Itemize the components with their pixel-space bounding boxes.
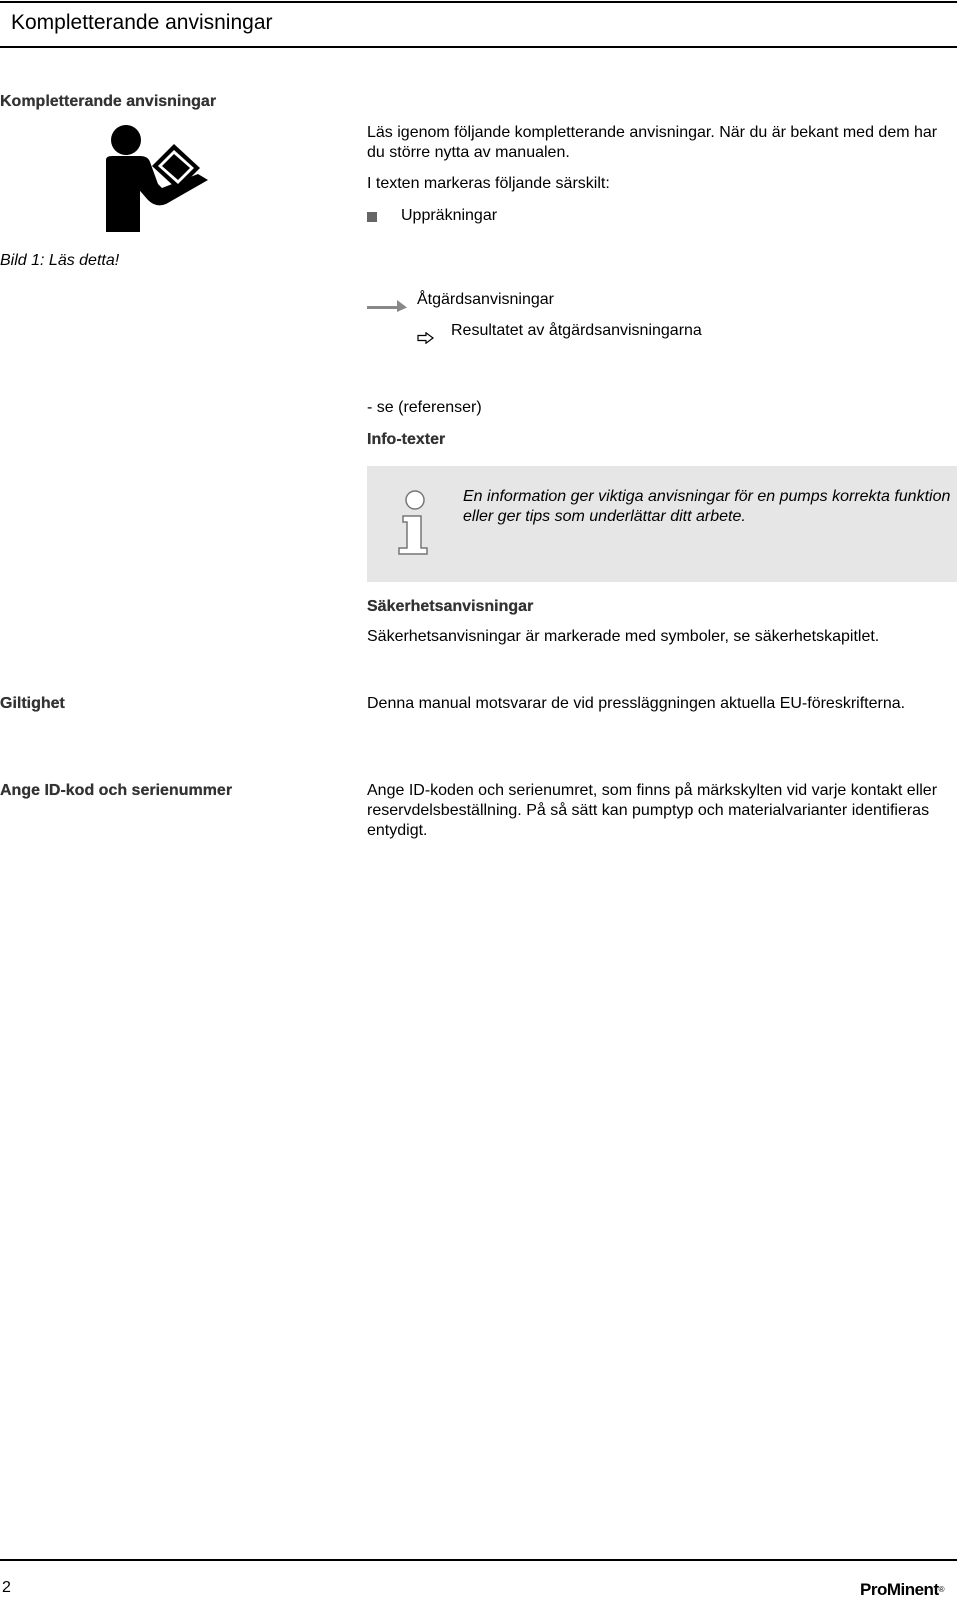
result-text: Resultatet av åtgärdsanvisningarna bbox=[451, 322, 702, 339]
info-box-text: En information ger viktiga anvisningar för en pumps korrekta funktion eller ger tips som underlättar ditt arbete. bbox=[463, 488, 951, 525]
header-bottom-rule bbox=[0, 46, 957, 48]
page-number: 2 bbox=[2, 1579, 11, 1596]
registered-mark: ® bbox=[938, 1585, 945, 1594]
section-heading-kompletterande: Kompletterande anvisningar bbox=[0, 93, 217, 110]
section-heading-id-code: Ange ID-kod och serienummer bbox=[0, 782, 233, 799]
figure-caption: Bild 1: Läs detta! bbox=[0, 252, 120, 269]
action-arrow-icon bbox=[367, 298, 409, 314]
marked-intro-text: I texten markeras följande särskilt: bbox=[367, 175, 610, 192]
intro-paragraph: Läs igenom följande kompletterande anvisningar. När du är bekant med dem har du större nytta av manualen. bbox=[367, 124, 938, 161]
bullet-square-icon bbox=[367, 212, 377, 222]
logo-text: ProMinent bbox=[860, 1580, 939, 1599]
safety-text: Säkerhetsanvisningar är markerade med symboler, se säkerhetskapitlet. bbox=[367, 628, 880, 645]
reference-text: - se (referenser) bbox=[367, 399, 482, 416]
reading-person-icon bbox=[104, 122, 212, 232]
prominent-logo bbox=[860, 1580, 944, 1600]
action-instruction-text: Åtgärdsanvisningar bbox=[417, 291, 554, 308]
bullet-text: Uppräkningar bbox=[401, 207, 498, 224]
id-code-text: Ange ID-koden och serienumret, som finns på märkskylten vid varje kontakt eller reservdelsbeställning. På så sätt kan pumptyp och materialvarianter identifieras entydigt. bbox=[367, 782, 938, 839]
result-arrow-icon bbox=[417, 332, 435, 344]
safety-heading: Säkerhetsanvisningar bbox=[367, 598, 534, 615]
page-header-title: Kompletterande anvisningar bbox=[11, 11, 273, 34]
info-i-icon bbox=[395, 490, 435, 556]
section-heading-validity: Giltighet bbox=[0, 695, 65, 712]
header-top-rule bbox=[0, 1, 957, 3]
footer-rule bbox=[0, 1559, 957, 1561]
info-texts-heading: Info-texter bbox=[367, 431, 446, 448]
validity-text: Denna manual motsvarar de vid pressläggningen aktuella EU-föreskrifterna. bbox=[367, 695, 906, 712]
